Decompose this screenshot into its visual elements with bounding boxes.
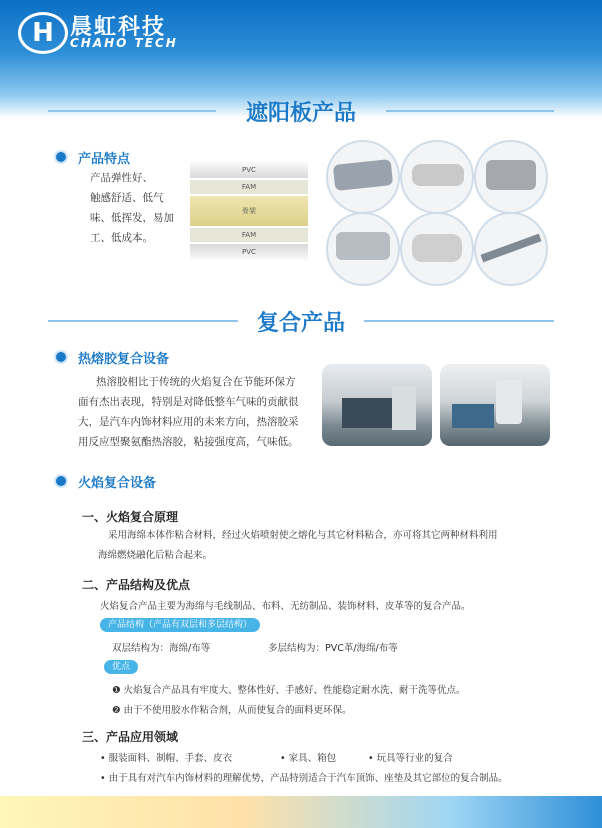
- product-image-sunvisor-2: [400, 140, 474, 214]
- product-image-sunvisor-3: [474, 140, 548, 214]
- logo-icon: H: [18, 12, 68, 54]
- structure-intro: 火焰复合产品主要为海绵与毛线制品、布料、无纺制品、装饰材料、皮革等的复合产品。: [100, 601, 471, 612]
- section-title-composite: 复合产品: [256, 311, 345, 336]
- product-image-sunvisor-1: [326, 140, 400, 214]
- layer-frame: 骨架: [190, 196, 308, 226]
- factory-photo-1: [322, 364, 432, 446]
- bullet-icon: [54, 350, 68, 364]
- features-heading: 产品特点: [78, 152, 131, 167]
- layer-fam-top: FAM: [190, 180, 308, 194]
- layer-diagram: [190, 162, 308, 262]
- hotmelt-text: 热溶胶相比于传统的火焰复合在节能环保方 面有杰出表现，特别是对降低整车气味的贡献很 大，是汽车内饰材料应用的未来方向，热溶胶采 用反应型聚氨酯热溶胶，粘接强度高，气味低。: [78, 376, 299, 448]
- product-image-sunvisor-4: [326, 212, 400, 286]
- brand-name-en: CHAHO TECH: [70, 36, 178, 50]
- layer-fam-bottom: FAM: [190, 228, 308, 242]
- section-title-sunvisor: 遮阳板产品: [245, 101, 356, 126]
- bullet-icon: [54, 150, 68, 164]
- multi-layer-text: 多层结构为：PVC革/海绵/布等: [268, 643, 398, 654]
- brand-name-cn: 晨虹科技: [70, 15, 167, 40]
- advantage-pill: 优点: [104, 660, 138, 674]
- structure-title: 二、产品结构及优点: [82, 578, 191, 592]
- application-title: 三、产品应用领域: [82, 730, 179, 744]
- bullet-icon: [54, 474, 68, 488]
- application-item-4: • 由于具有对汽车内饰材料的理解优势，产品特别适合于汽车顶饰、座垫及其它部位的复合制品。: [100, 773, 508, 784]
- principle-text: 采用海绵本体作粘合材料，经过火焰喷射使之熔化与其它材料粘合，亦可将其它两种材料利用 海绵燃烧融化后粘合起来。: [98, 530, 498, 561]
- product-image-sunvisor-5: [400, 212, 474, 286]
- advantage-1: ❶ 火焰复合产品具有牢度大、整体性好、手感好、性能稳定耐水洗、耐干洗等优点。: [112, 685, 466, 696]
- product-image-sunvisor-6: [474, 212, 548, 286]
- application-item-1: • 服装面料、制帽、手套、皮衣: [100, 753, 233, 764]
- application-item-3: • 玩具等行业的复合: [368, 753, 453, 764]
- footer-gradient: [0, 796, 602, 828]
- flame-heading: 火焰复合设备: [78, 476, 157, 491]
- hotmelt-heading: 热熔胶复合设备: [78, 352, 170, 367]
- advantage-2: ❷ 由于不使用胶水作粘合剂，从而使复合的面料更环保。: [112, 705, 352, 716]
- layer-pvc-bottom: PVC: [190, 244, 308, 260]
- structure-pill: 产品结构（产品有双层和多层结构）: [100, 618, 260, 632]
- principle-title: 一、火焰复合原理: [82, 510, 179, 524]
- layer-pvc-top: PVC: [190, 162, 308, 178]
- features-text: 产品弹性好、 触感舒适、低气 味、低挥发，易加 工、低成本。: [90, 172, 174, 244]
- double-layer-text: 双层结构为：海绵/布等: [112, 643, 211, 654]
- application-item-2: • 家具、箱包: [280, 753, 337, 764]
- factory-photo-2: [440, 364, 550, 446]
